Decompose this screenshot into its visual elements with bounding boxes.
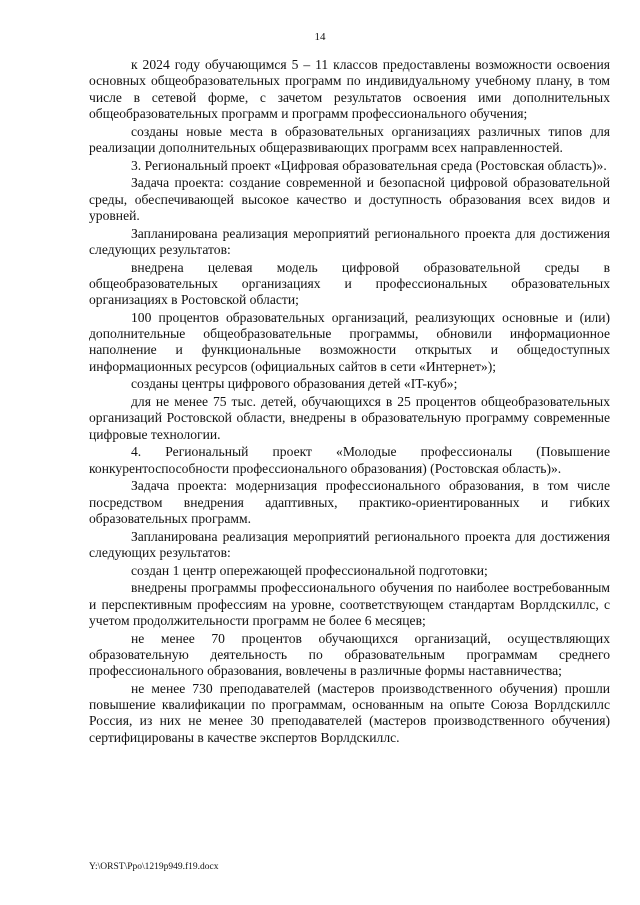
paragraph: созданы новые места в образовательных организациях различных типов для реализации дополнительных общеразвивающих программ всех направленностей. (89, 123, 610, 155)
footer-file-path: Y:\ORST\Ppo\1219p949.f19.docx (89, 862, 219, 872)
paragraph: 4. Региональный проект «Молодые профессионалы (Повышение конкурентоспособности профессионального образования) (Ростовская область)». (89, 444, 610, 476)
paragraph: внедрены программы профессионального обучения по наиболее востребованным и перспективным профессиям на уровне, соответствующем стандартам Ворлдскиллс, с учетом продолжительности программ не более 6 месяцев; (89, 580, 610, 628)
paragraph: не менее 70 процентов обучающихся организаций, осуществляющих образовательную деятельность по образовательным программам среднего профессионального образования, вовлечены в различные формы наставничества; (89, 630, 610, 678)
paragraph: Задача проекта: модернизация профессионального образования, в том числе посредством внедрения адаптивных, практико-ориентированных и гибких образовательных программ. (89, 478, 610, 526)
paragraph: Запланирована реализация мероприятий регионального проекта для достижения следующих результатов: (89, 225, 610, 257)
paragraph: создан 1 центр опережающей профессиональной подготовки; (131, 562, 488, 578)
paragraph: созданы центры цифрового образования детей «IT-куб»; (131, 376, 458, 392)
paragraph: 100 процентов образовательных организаций, реализующих основные и (или) дополнительные общеобразовательные программы, обновили информационное наполнение и функциональные возможности открытых и общедоступных информационных ресурсов (официальных сайтов в сети «Интернет»); (89, 309, 610, 374)
body-text (89, 57, 610, 747)
paragraph: не менее 730 преподавателей (мастеров производственного обучения) прошли повышение квалификации по программам, основанным на опыте Союза Ворлдскиллс Россия, из них не менее 30 преподавателей (мастеров производственного обучения) сертифицированы в качестве экспертов Ворлдскиллс. (89, 680, 610, 745)
paragraph: Запланирована реализация мероприятий регионального проекта для достижения следующих результатов: (89, 528, 610, 560)
paragraph: к 2024 году обучающимся 5 – 11 классов предоставлены возможности освоения основных общеобразовательных программ по индивидуальному учебному плану, в том числе в сетевой форме, с зачетом результатов освоения ими дополнительных общеобразовательных программ и программ профессионального обучения; (89, 57, 610, 121)
paragraph: внедрена целевая модель цифровой образовательной среды в общеобразовательных организациях и профессиональных образовательных организациях в Ростовской области; (89, 259, 610, 307)
page-number: 14 (314, 31, 326, 43)
paragraph: для не менее 75 тыс. детей, обучающихся в 25 процентов общеобразовательных организаций Ростовской области, внедрены в образовательную программу современные цифровые технологии. (89, 394, 610, 442)
paragraph: Задача проекта: создание современной и безопасной цифровой образовательной среды, обеспечивающей высокое качество и доступность образования всех видов и уровней. (89, 175, 610, 223)
paragraph: 3. Региональный проект «Цифровая образовательная среда (Ростовская область)». (131, 157, 607, 173)
